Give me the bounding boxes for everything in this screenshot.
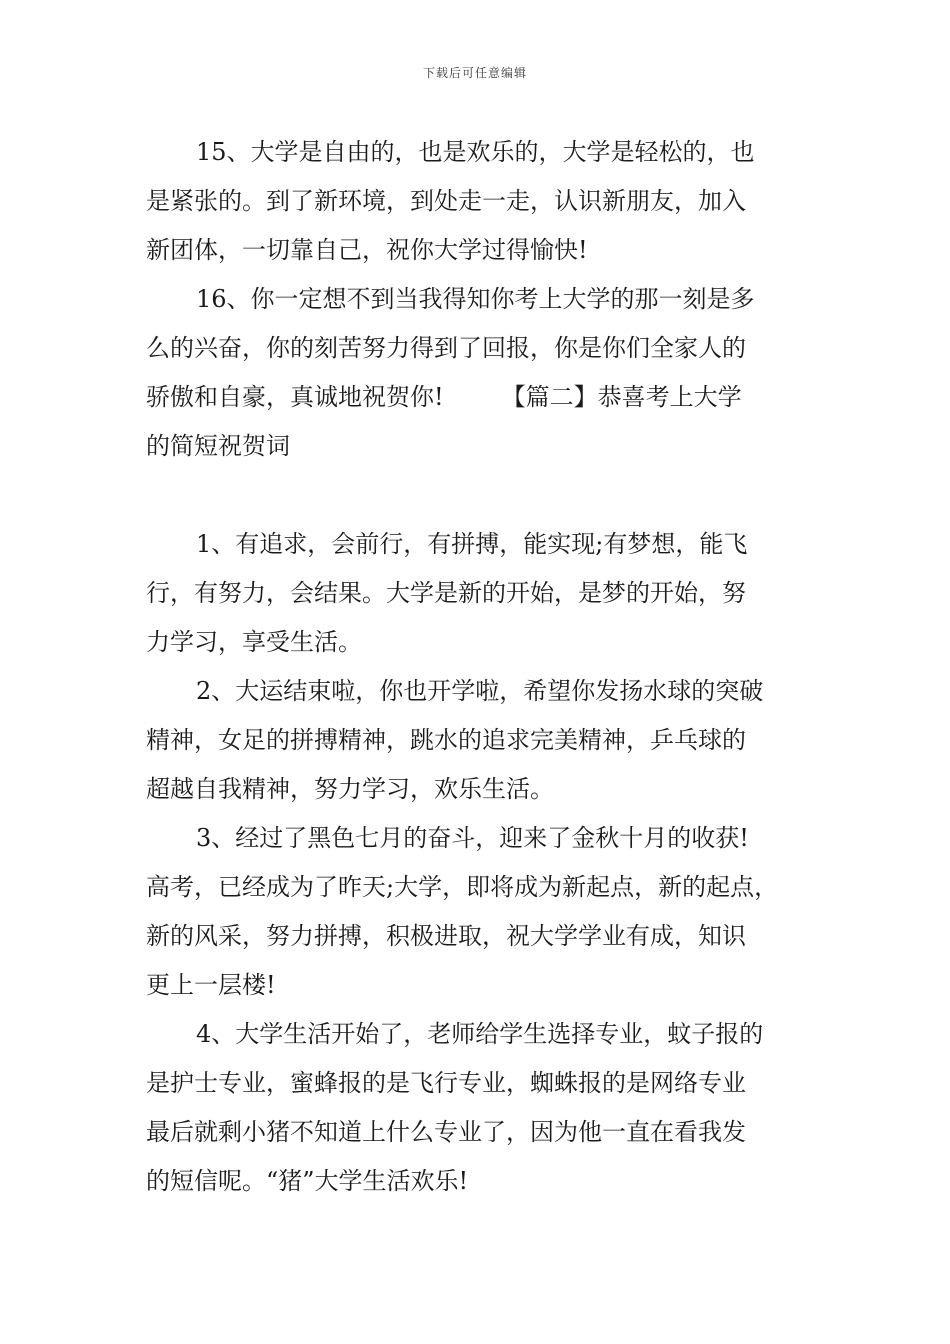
paragraph-15 xyxy=(146,128,812,275)
paragraph-2 xyxy=(146,667,812,814)
paragraph-line: 精神，女足的拼搏精神，跳水的追求完美精神，乒乓球的 xyxy=(146,726,746,754)
paragraph-line xyxy=(146,373,812,422)
paragraph-line: 更上一层楼! xyxy=(146,971,276,999)
paragraph-line: 超越自我精神，努力学习，欢乐生活。 xyxy=(146,775,554,803)
paragraph-line: 2、大运结束啦，你也开学啦，希望你发扬水球的突破 xyxy=(196,677,764,705)
paragraph-line: 16、你一定想不到当我得知你考上大学的那一刻是多 xyxy=(196,285,755,313)
paragraph-1 xyxy=(146,520,812,667)
paragraph-line: 行，有努力，会结果。大学是新的开始，是梦的开始，努 xyxy=(146,579,746,607)
section-heading-continuation: 的简短祝贺词 xyxy=(146,432,290,460)
paragraph-line: 力学习，享受生活。 xyxy=(146,628,362,656)
paragraph-line: 最后就剩小猪不知道上什么专业了，因为他一直在看我发 xyxy=(146,1118,746,1146)
paragraph-line: 4、大学生活开始了，老师给学生选择专业，蚊子报的 xyxy=(196,1020,764,1048)
paragraph-line: 新团体，一切靠自己，祝你大学过得愉快! xyxy=(146,236,588,264)
paragraph-line: 的短信呢。“猪”大学生活欢乐! xyxy=(146,1167,469,1195)
paragraph-line: 高考，已经成为了昨天;大学，即将成为新起点，新的起点， xyxy=(146,873,779,901)
paragraph-text: 骄傲和自豪，真诚地祝贺你! xyxy=(146,383,444,411)
paragraph-line: 新的风采，努力拼搏，积极进取，祝大学学业有成，知识 xyxy=(146,922,746,950)
paragraph-line: 么的兴奋，你的刻苦努力得到了回报，你是你们全家人的 xyxy=(146,334,746,362)
paragraph-line: 15、大学是自由的，也是欢乐的，大学是轻松的，也 xyxy=(196,138,755,166)
paragraph-16 xyxy=(146,275,812,471)
document-body xyxy=(146,128,812,1206)
paragraph-line: 3、经过了黑色七月的奋斗，迎来了金秋十月的收获! xyxy=(196,824,749,852)
paragraph-line: 1、有追求，会前行，有拼搏，能实现;有梦想，能飞 xyxy=(196,530,748,558)
paragraph-line: 是紧张的。到了新环境，到处走一走，认识新朋友，加入 xyxy=(146,187,746,215)
section-heading: 【篇二】恭喜考上大学 xyxy=(501,383,742,411)
paragraph-line: 是护士专业，蜜蜂报的是飞行专业，蜘蛛报的是网络专业 xyxy=(146,1069,746,1097)
paragraph-4 xyxy=(146,1010,812,1206)
page-header-note: 下载后可任意编辑 xyxy=(422,66,527,80)
paragraph-3 xyxy=(146,814,812,1010)
blank-line xyxy=(146,471,812,520)
